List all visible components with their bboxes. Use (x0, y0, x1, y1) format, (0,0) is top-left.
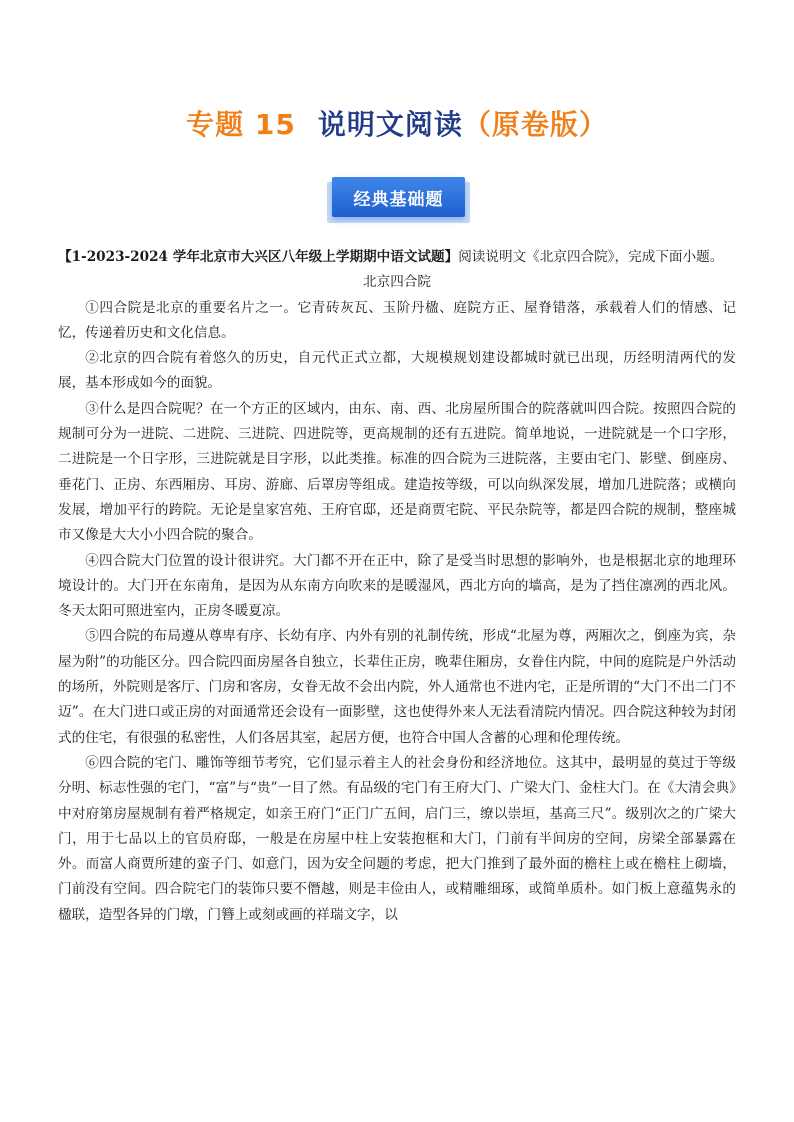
paragraph-6: ⑥四合院的宅门、雕饰等细节考究，它们显示着主人的社会身份和经济地位。这其中，最明显的莫过于等级分明、标志性强的宅门，“富”与“贵”一目了然。有品级的宅门有王府大门、广梁大门、金柱大门。在《大清会典》中对府第房屋规制有着严格规定，如亲王府门“正门广五间，启门三，缭以崇垣，基高三尺”。级别次之的广梁大门，用于七品以上的官员府邸，一般是在房屋中柱上安装抱框和大门，门前有半间房的空间，房梁全部暴露在外。而富人商贾所建的蛮子门、如意门，因为安全问题的考虑，把大门推到了最外面的檐柱上或在檐柱上砌墙，门前没有空间。四合院宅门的装饰只要不僭越，则是丰俭由人，或精雕细琢，或简单质朴。如门板上意蕴隽永的楹联，造型各异的门墩，门簪上或刻或画的祥瑞文字，以 (58, 754, 736, 923)
title-prefix: 专题 15 (186, 108, 296, 141)
page-title (0, 103, 794, 143)
title-main: 说明文阅读 (317, 108, 463, 141)
paragraph-5: ⑤四合院的布局遵从尊卑有序、长幼有序、内外有别的礼制传统，形成“北屋为尊，两厢次之，倒座为宾，杂屋为附”的功能区分。四合院四面房屋各自独立，长辈住正房，晚辈住厢房，女眷住内院，中间的庭院是户外活动的场所，外院则是客厅、门房和客房，女眷无故不会出内院，外人通常也不进内宅，正是所谓的“大门不出二门不迈”。在大门进口或正房的对面通常还会设有一面影壁，这也使得外来人无法看清院内情况。四合院这种较为封闭式的住宅，有很强的私密性，人们各居其室，起居方便，也符合中国人含蓄的心理和伦理传统。 (58, 628, 736, 746)
badge-label: 经典基础题 (353, 189, 444, 210)
question-source (58, 245, 736, 270)
paragraph-4: ④四合院大门位置的设计很讲究。大门都不开在正中，除了是受当时思想的影响外，也是根据北京的地理环境设计的。大门开在东南角，是因为从东南方向吹来的是暖湿风，西北方向的墙高，是为了挡住凛冽的西北风。冬天太阳可照进室内，正房冬暖夏凉。 (58, 552, 736, 620)
paragraph-2: ②北京的四合院有着悠久的历史，自元代正式立都，大规模规划建设都城时就已出现，历经明清两代的发展，基本形成如今的面貌。 (58, 350, 736, 392)
title-edition: （原卷版） (462, 108, 608, 141)
question-content (58, 245, 736, 928)
paragraph-1: ①四合院是北京的重要名片之一。它青砖灰瓦、玉阶丹楹、庭院方正、屋脊错落，承载着人们的情感、记忆，传递着历史和文化信息。 (58, 299, 736, 341)
question-instruction: 阅读说明文《北京四合院》，完成下面小题。 (458, 249, 724, 265)
source-tag: 【1-2023-2024 学年北京市大兴区八年级上学期期中语文试题】 (58, 249, 459, 265)
article-title: 北京四合院 (363, 274, 431, 291)
badge-box (332, 177, 465, 217)
section-badge (327, 177, 470, 223)
paragraph-3: ③什么是四合院呢？在一个方正的区域内，由东、南、西、北房屋所围合的院落就叫四合院。按照四合院的规制可分为一进院、二进院、三进院、四进院等，更高规制的还有五进院。简单地说，一进院就是一个口字形，二进院是一个日字形，三进院就是目字形，以此类推。标准的四合院为三进院落，主要由宅门、影壁、倒座房、垂花门、正房、东西厢房、耳房、游廊、后罩房等组成。建造按等级，可以向纵深发展，增加几进院落；或横向发展，增加平行的跨院。无论是皇家宫苑、王府官邸，还是商贾宅院、平民杂院等，都是四合院的规制，整座城市又像是大大小小四合院的聚合。 (58, 400, 736, 544)
